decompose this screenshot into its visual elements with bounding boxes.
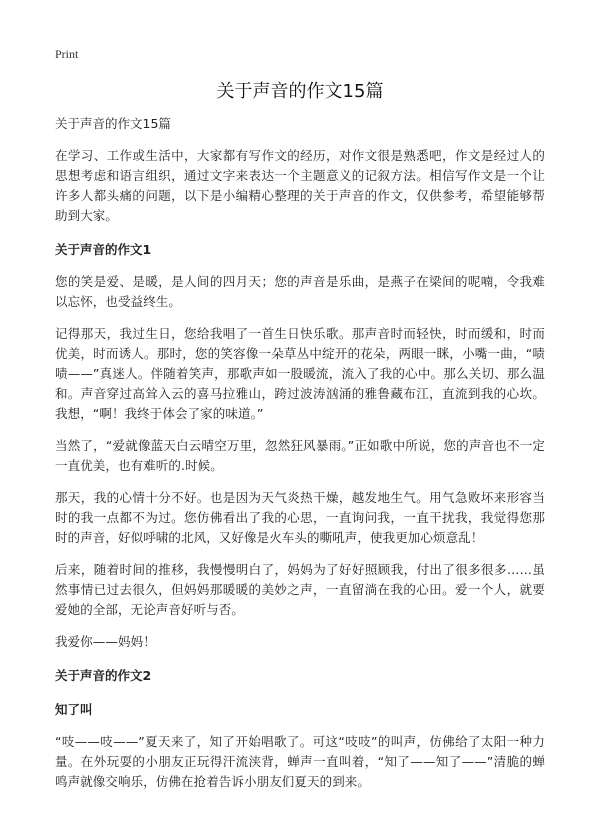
essay-2-heading: 关于声音的作文2	[55, 668, 152, 683]
document-title: 关于声音的作文15篇	[216, 81, 384, 102]
essay-1-paragraph: 我爱你——妈妈！	[55, 634, 156, 649]
essay-1-paragraph: 记得那天，我过生日，您给我唱了一首生日快乐歌。那声音时而轻快，时而缓和，时而优美，时而诱人。那时，您的笑容像一朵草丛中绽开的花朵，两眼一眯，小嘴一曲，“啧啧——”真迷人。伴随着笑声，那歌声如一股暖流，流入了我的心中。那么关切、那么温和。声音穿过高耸入云的喜马拉雅山，跨过波涛汹涌的雅鲁藏布江，直流到我的心坎。我想，“啊！我终于体会了家的味道。”	[55, 326, 545, 421]
essay-1-paragraph: 后来，随着时间的推移，我慢慢明白了，妈妈为了好好照顾我，付出了很多很多……虽然事情已过去很久，但妈妈那暖暖的美妙之声，一直留淌在我的心田。爱一个人，就要爱她的全部，无论声音好听与否。	[55, 562, 545, 617]
print-label: Print	[55, 47, 79, 61]
essay-1-paragraph: 您的笑是爱、是暖，是人间的四月天；您的声音是乐曲，是燕子在梁间的呢喃，令我难以忘怀，也受益终生。	[55, 274, 545, 309]
essay-2-subheading: 知了叫	[55, 702, 93, 717]
essay-1-heading: 关于声音的作文1	[55, 242, 152, 257]
essay-1-paragraph: 当然了，“爱就像蓝天白云晴空万里，忽然狂风暴雨。”正如歌中所说，您的声音也不一定一直优美，也有难听的.时候。	[55, 438, 545, 473]
intro-paragraph: 在学习、工作或生活中，大家都有写作文的经历，对作文很是熟悉吧，作文是经过人的思想考虑和语言组织，通过文字来表达一个主题意义的记叙方法。相信写作文是一个让许多人都头痛的问题，以下是小编精心整理的关于声音的作文，仅供参考，希望能够帮助到大家。	[55, 148, 545, 223]
document-subtitle: 关于声音的作文15篇	[55, 116, 171, 131]
essay-2-paragraph: “吱——吱——”夏天来了，知了开始唱歌了。可这“吱吱”的叫声，仿佛给了太阳一种力量。在外玩耍的小朋友正玩得汗流浃背，蝉声一直叫着，“知了——知了——”清脆的蝉鸣声就像交响乐，仿佛在抢着告诉小朋友们夏天的到来。	[55, 734, 545, 789]
essay-1-paragraph: 那天，我的心情十分不好。也是因为天气炎热干燥，越发地生气。用气急败坏来形容当时的我一点都不为过。您仿佛看出了我的心思，一直询问我，一直干扰我，我觉得您那时的声音，好似呼啸的北风，又好像是火车头的嘶吼声，使我更加心烦意乱！	[55, 490, 545, 545]
document-page	[55, 46, 545, 792]
